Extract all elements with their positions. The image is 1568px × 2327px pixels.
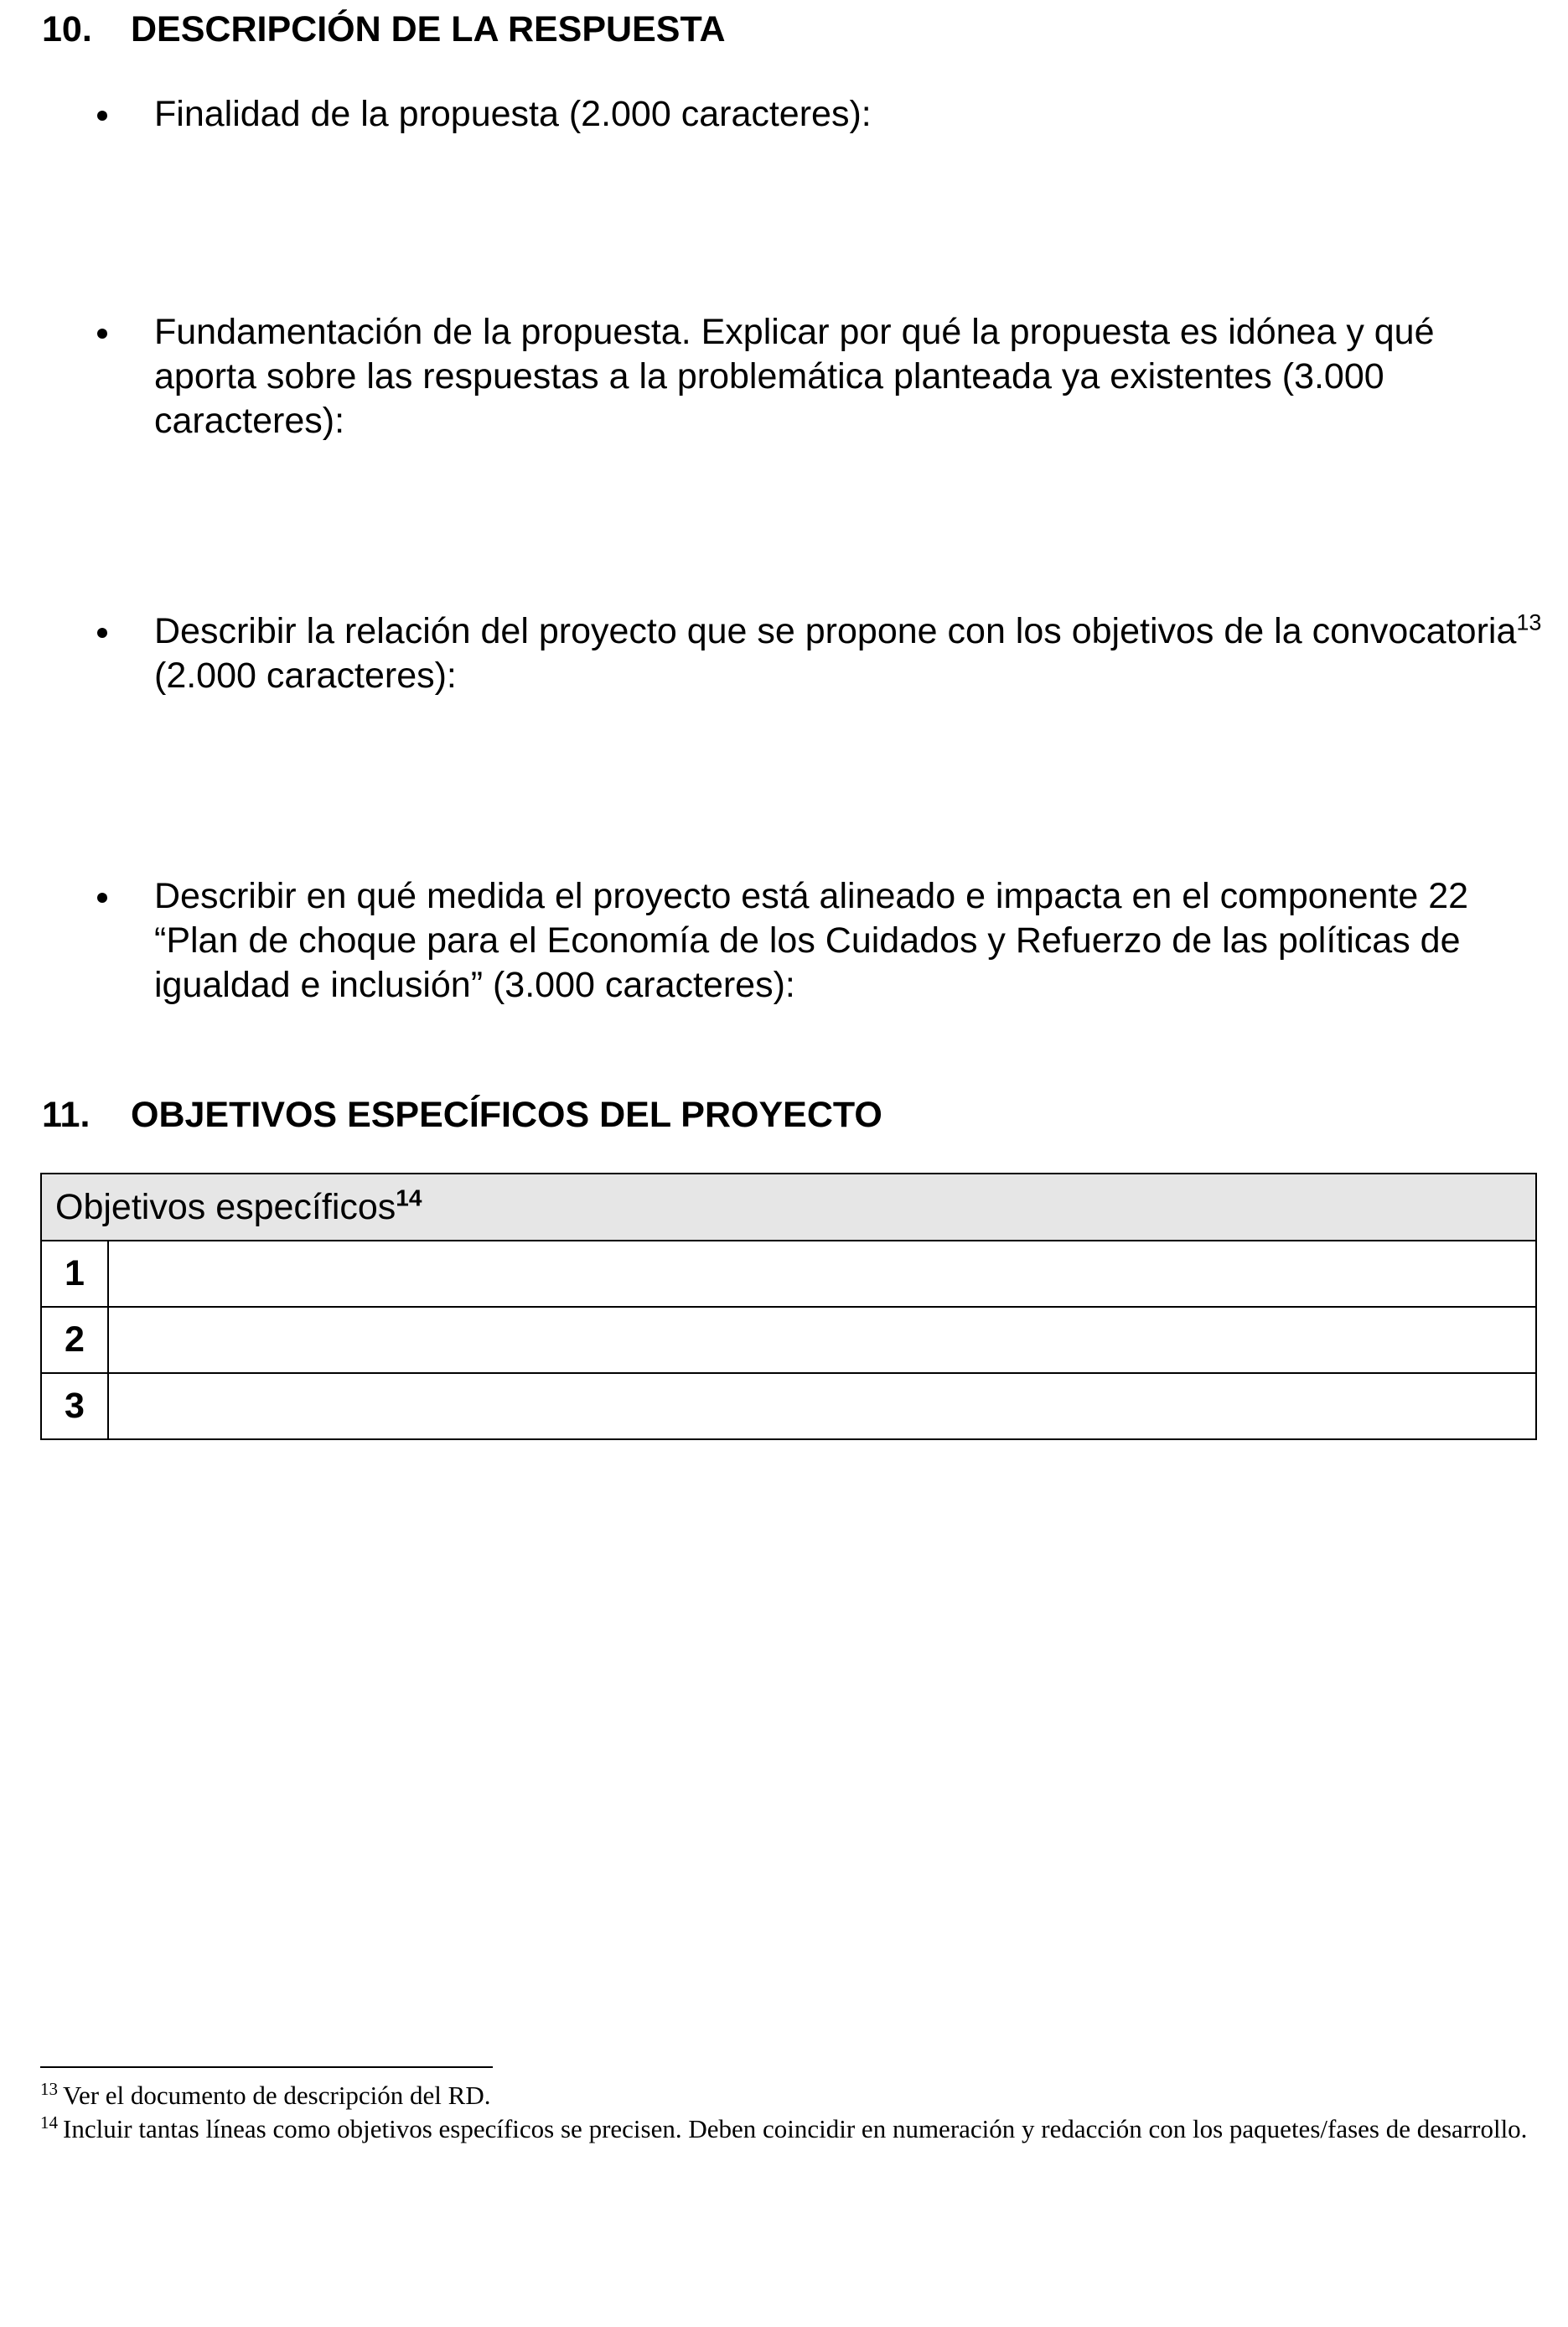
list-item-text: Finalidad de la propuesta (2.000 caracteres): — [154, 94, 872, 134]
list-item-componente-22 — [42, 874, 1550, 1008]
footnote-ref-14[interactable]: 14 — [396, 1184, 422, 1211]
footnote-text: Ver el documento de descripción del RD. — [63, 2081, 491, 2110]
list-item-text — [154, 609, 1545, 698]
bullet-icon — [97, 111, 107, 121]
table-row — [41, 1241, 1536, 1307]
footnote-marker: 13 — [40, 2078, 58, 2099]
footnote-separator — [40, 2066, 493, 2068]
bullet-icon — [97, 893, 107, 903]
section-11-heading — [42, 1094, 882, 1136]
objectives-table — [40, 1173, 1537, 1440]
list-item-finalidad — [42, 92, 1550, 137]
footnotes — [40, 2079, 1540, 2146]
footnote-ref-13[interactable]: 13 — [1516, 609, 1542, 635]
table-header-cell — [41, 1174, 1536, 1241]
section-11-number: 11. — [42, 1095, 91, 1135]
list-item-text: Describir en qué medida el proyecto está alineado e impacta en el componente 22 “Plan de choque para el Economía de los Cuidados y Refuerzo de las políticas de igualdad e inclusión” (3.000 caracteres): — [154, 876, 1469, 1005]
table-header-label: Objetivos específicos — [55, 1186, 396, 1227]
footnote-marker: 14 — [40, 2112, 58, 2133]
table-row — [41, 1307, 1536, 1373]
table-row — [41, 1373, 1536, 1439]
row-number: 1 — [41, 1241, 108, 1307]
bullet-icon — [97, 329, 107, 339]
footnote-13 — [40, 2079, 1540, 2112]
footnote-text: Incluir tantas líneas como objetivos específicos se precisen. Deben coincidir en numeración y redacción con los paquetes/fases de desarrollo. — [63, 2114, 1528, 2143]
objective-input-cell[interactable] — [108, 1307, 1536, 1373]
table-header-row — [41, 1174, 1536, 1241]
list-item-text-before: Describir la relación del proyecto que se propone con los objetivos de la convocatoria — [154, 611, 1517, 651]
list-item-fundamentacion — [42, 310, 1550, 443]
list-item-text: Fundamentación de la propuesta. Explicar por qué la propuesta es idónea y qué aporta sobre las respuestas a la problemática planteada ya existentes (3.000 caracteres): — [154, 312, 1435, 441]
footnote-14 — [40, 2112, 1540, 2146]
section-11-title: OBJETIVOS ESPECÍFICOS DEL PROYECTO — [131, 1095, 882, 1135]
row-number: 2 — [41, 1307, 108, 1373]
section-10-title: DESCRIPCIÓN DE LA RESPUESTA — [131, 9, 726, 49]
objective-input-cell[interactable] — [108, 1241, 1536, 1307]
list-item-relacion-objetivos — [42, 609, 1550, 698]
section-10-number: 10. — [42, 9, 92, 49]
row-number: 3 — [41, 1373, 108, 1439]
bullet-icon — [97, 628, 107, 638]
section-10-heading — [42, 8, 726, 50]
list-item-text-after: (2.000 caracteres): — [154, 656, 457, 696]
objective-input-cell[interactable] — [108, 1373, 1536, 1439]
